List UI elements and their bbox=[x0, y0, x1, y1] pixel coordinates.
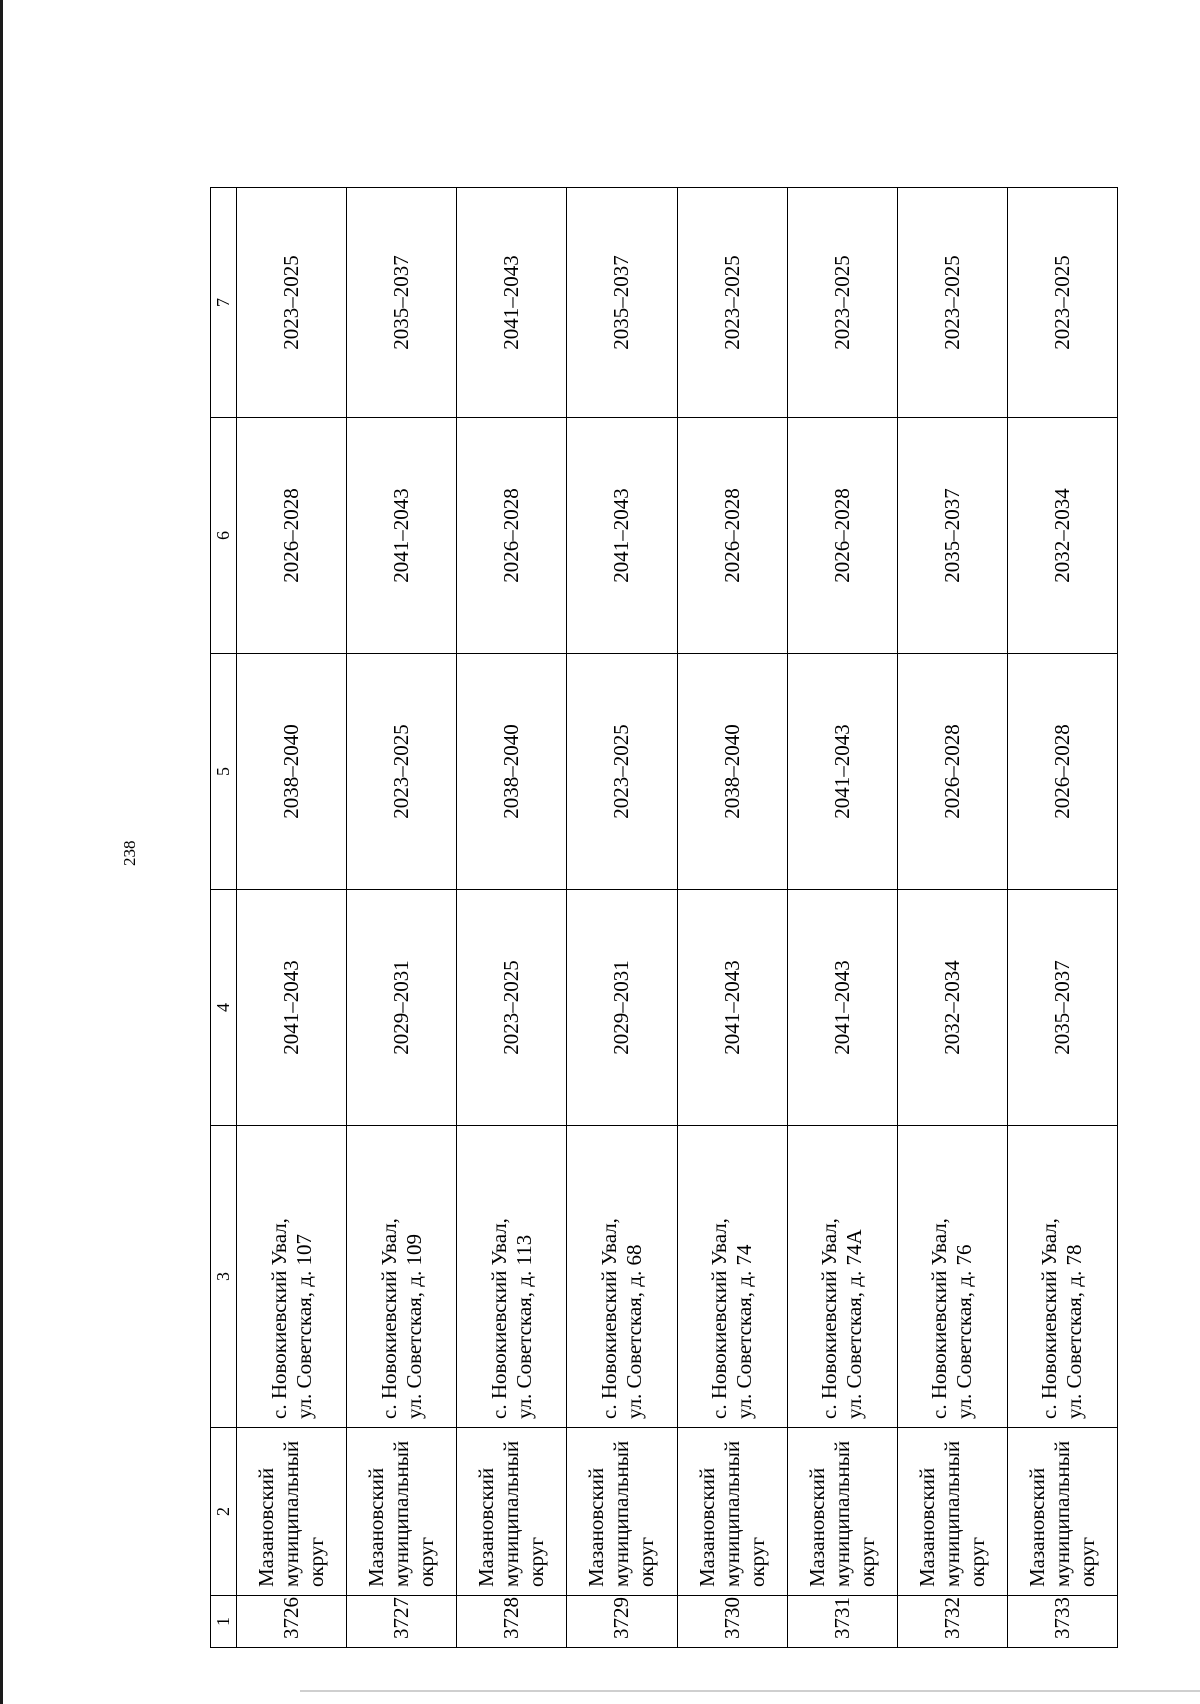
period-cell-col4: 2023–2025 bbox=[457, 890, 567, 1126]
district-line: Мазановский bbox=[584, 1467, 609, 1587]
period-cell-col4: 2041–2043 bbox=[237, 890, 347, 1126]
row-number-cell: 3728 bbox=[457, 1596, 567, 1648]
column-header-1: 1 bbox=[211, 1596, 237, 1648]
address-cell bbox=[897, 1126, 1007, 1428]
address-line: ул. Советская, д. 78 bbox=[1062, 1244, 1087, 1419]
table-row bbox=[677, 188, 787, 1648]
row-number-cell: 3727 bbox=[347, 1596, 457, 1648]
table-body bbox=[237, 188, 1118, 1648]
district-line: Мазановский bbox=[364, 1467, 389, 1587]
district-line: округ bbox=[854, 1536, 879, 1587]
district-cell bbox=[677, 1428, 787, 1596]
period-cell-col5: 2026–2028 bbox=[1007, 654, 1117, 890]
period-cell-col4: 2041–2043 bbox=[677, 890, 787, 1126]
period-cell-col7: 2035–2037 bbox=[567, 188, 677, 418]
district-cell bbox=[897, 1428, 1007, 1596]
row-number-cell: 3732 bbox=[897, 1596, 1007, 1648]
period-cell-col4: 2029–2031 bbox=[347, 890, 457, 1126]
column-header-2: 2 bbox=[211, 1428, 237, 1596]
address-line: с. Новокиевский Увал, bbox=[596, 1218, 621, 1419]
district-line: муниципальный bbox=[279, 1440, 304, 1587]
period-cell-col6: 2026–2028 bbox=[457, 418, 567, 654]
district-cell bbox=[347, 1428, 457, 1596]
district-cell bbox=[237, 1428, 347, 1596]
table-row bbox=[237, 188, 347, 1648]
address-line: ул. Советская, д. 109 bbox=[401, 1234, 426, 1419]
column-header-4: 4 bbox=[211, 890, 237, 1126]
schedule-table bbox=[210, 187, 1118, 1648]
address-line: с. Новокиевский Увал, bbox=[817, 1218, 842, 1419]
district-line: округ bbox=[1074, 1536, 1099, 1587]
address-line: ул. Советская, д. 74А bbox=[842, 1229, 867, 1419]
address-line: с. Новокиевский Увал, bbox=[486, 1218, 511, 1419]
period-cell-col4: 2041–2043 bbox=[787, 890, 897, 1126]
period-cell-col7: 2023–2025 bbox=[787, 188, 897, 418]
page-number: 238 bbox=[120, 840, 139, 866]
period-cell-col4: 2035–2037 bbox=[1007, 890, 1117, 1126]
period-cell-col5: 2023–2025 bbox=[567, 654, 677, 890]
table-row bbox=[567, 188, 677, 1648]
period-cell-col7: 2041–2043 bbox=[457, 188, 567, 418]
header-row bbox=[211, 188, 237, 1648]
district-line: Мазановский bbox=[474, 1467, 499, 1587]
address-line: ул. Советская, д. 76 bbox=[952, 1244, 977, 1419]
address-cell bbox=[1007, 1126, 1117, 1428]
row-number-cell: 3730 bbox=[677, 1596, 787, 1648]
period-cell-col6: 2026–2028 bbox=[677, 418, 787, 654]
period-cell-col6: 2041–2043 bbox=[567, 418, 677, 654]
district-line: округ bbox=[304, 1536, 329, 1587]
district-line: округ bbox=[964, 1536, 989, 1587]
period-cell-col7: 2023–2025 bbox=[237, 188, 347, 418]
address-cell bbox=[677, 1126, 787, 1428]
period-cell-col6: 2032–2034 bbox=[1007, 418, 1117, 654]
address-cell bbox=[457, 1126, 567, 1428]
period-cell-col6: 2041–2043 bbox=[347, 418, 457, 654]
district-line: округ bbox=[634, 1536, 659, 1587]
district-line: муниципальный bbox=[389, 1440, 414, 1587]
district-line: Мазановский bbox=[804, 1467, 829, 1587]
period-cell-col5: 2026–2028 bbox=[897, 654, 1007, 890]
address-line: с. Новокиевский Увал, bbox=[707, 1218, 732, 1419]
scan-bottom-edge bbox=[300, 1690, 1200, 1692]
district-line: округ bbox=[524, 1536, 549, 1587]
period-cell-col4: 2029–2031 bbox=[567, 890, 677, 1126]
period-cell-col5: 2038–2040 bbox=[237, 654, 347, 890]
district-line: округ bbox=[744, 1536, 769, 1587]
row-number-cell: 3729 bbox=[567, 1596, 677, 1648]
address-line: с. Новокиевский Увал, bbox=[927, 1218, 952, 1419]
period-cell-col7: 2023–2025 bbox=[897, 188, 1007, 418]
period-cell-col5: 2041–2043 bbox=[787, 654, 897, 890]
district-cell bbox=[457, 1428, 567, 1596]
row-number-cell: 3726 bbox=[237, 1596, 347, 1648]
district-cell bbox=[567, 1428, 677, 1596]
column-header-6: 6 bbox=[211, 418, 237, 654]
address-line: ул. Советская, д. 113 bbox=[511, 1234, 536, 1419]
address-cell bbox=[787, 1126, 897, 1428]
address-line: ул. Советская, д. 107 bbox=[291, 1234, 316, 1419]
address-cell bbox=[347, 1126, 457, 1428]
period-cell-col5: 2038–2040 bbox=[677, 654, 787, 890]
period-cell-col6: 2026–2028 bbox=[787, 418, 897, 654]
address-line: с. Новокиевский Увал, bbox=[266, 1218, 291, 1419]
district-line: Мазановский bbox=[694, 1467, 719, 1587]
district-line: Мазановский bbox=[1024, 1467, 1049, 1587]
district-line: Мазановский bbox=[914, 1467, 939, 1587]
period-cell-col7: 2023–2025 bbox=[1007, 188, 1117, 418]
address-line: с. Новокиевский Увал, bbox=[1037, 1218, 1062, 1419]
period-cell-col7: 2035–2037 bbox=[347, 188, 457, 418]
table-row bbox=[347, 188, 457, 1648]
district-cell bbox=[787, 1428, 897, 1596]
district-line: муниципальный bbox=[499, 1440, 524, 1587]
district-cell bbox=[1007, 1428, 1117, 1596]
column-header-3: 3 bbox=[211, 1126, 237, 1428]
period-cell-col6: 2035–2037 bbox=[897, 418, 1007, 654]
district-line: муниципальный bbox=[939, 1440, 964, 1587]
district-line: муниципальный bbox=[1049, 1440, 1074, 1587]
address-cell bbox=[567, 1126, 677, 1428]
column-header-7: 7 bbox=[211, 188, 237, 418]
table-row bbox=[897, 188, 1007, 1648]
period-cell-col5: 2023–2025 bbox=[347, 654, 457, 890]
district-line: муниципальный bbox=[719, 1440, 744, 1587]
address-line: ул. Советская, д. 68 bbox=[621, 1244, 646, 1419]
period-cell-col5: 2038–2040 bbox=[457, 654, 567, 890]
district-line: округ bbox=[414, 1536, 439, 1587]
district-line: муниципальный bbox=[609, 1440, 634, 1587]
row-number-cell: 3731 bbox=[787, 1596, 897, 1648]
district-line: Мазановский bbox=[254, 1467, 279, 1587]
rotated-table-container bbox=[210, 188, 1118, 1648]
address-line: ул. Советская, д. 74 bbox=[732, 1244, 757, 1419]
address-cell bbox=[237, 1126, 347, 1428]
district-line: муниципальный bbox=[829, 1440, 854, 1587]
scan-page-edge bbox=[0, 0, 3, 1704]
table-row bbox=[1007, 188, 1117, 1648]
table-row bbox=[457, 188, 567, 1648]
period-cell-col7: 2023–2025 bbox=[677, 188, 787, 418]
period-cell-col4: 2032–2034 bbox=[897, 890, 1007, 1126]
period-cell-col6: 2026–2028 bbox=[237, 418, 347, 654]
column-header-5: 5 bbox=[211, 654, 237, 890]
row-number-cell: 3733 bbox=[1007, 1596, 1117, 1648]
address-line: с. Новокиевский Увал, bbox=[376, 1218, 401, 1419]
table-row bbox=[787, 188, 897, 1648]
